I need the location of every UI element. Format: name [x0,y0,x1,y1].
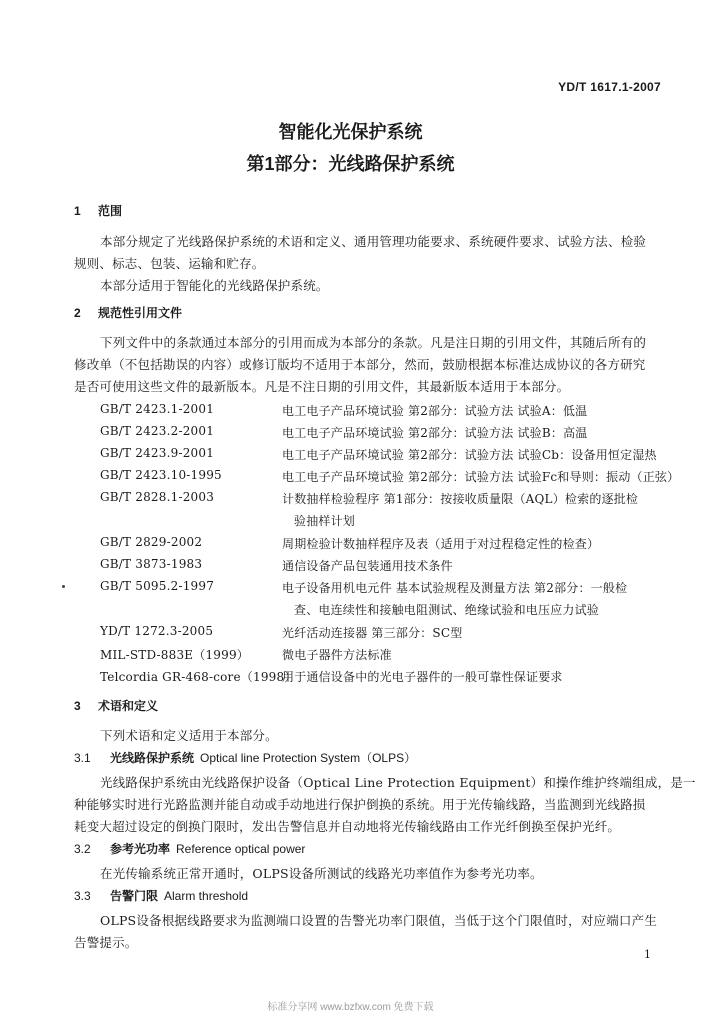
term-number: 3.3 [74,889,91,903]
section-1-heading [74,202,122,219]
reference-title: 电工电子产品环境试验 第2部分：试验方法 试验A：低温 [282,404,588,418]
term-name-zh: 告警门限 [110,889,159,903]
section-title: 范围 [98,204,123,218]
section-number: 3 [74,699,81,713]
reference-code: GB/T 5095.2-1997 [100,579,215,593]
term-definition-line: OLPS设备根据线路要求为监测端口设置的告警光功率门限值，当低于这个门限值时，对应端口产生 [100,913,658,928]
reference-title: 电工电子产品环境试验 第2部分：试验方法 试验Fc和导则：振动（正弦） [282,470,680,484]
sec3-intro: 下列术语和定义适用于本部分。 [100,728,278,743]
term-definition-line: 在光传输系统正常开通时，OLPS设备所测试的线路光功率值作为参考光功率。 [100,866,543,881]
term-definition-line: 种能够实时进行光路监测并能自动或手动地进行保护倒换的系统。用于光传输线路，当监测到光线路损 [74,797,646,812]
reference-title: 光纤活动连接器 第三部分：SC型 [282,626,463,640]
sec1-paragraph-line: 规则、标志、包装、运输和贮存。 [74,256,265,271]
term-3-1-heading [74,749,416,766]
doc-title: 智能化光保护系统 [278,122,423,142]
term-name-en: Optical line Protection System（OLPS） [200,751,417,765]
term-name-zh: 光线路保护系统 [110,751,195,765]
reference-code: Telcordia GR-468-core（1998） [100,670,297,684]
sec2-paragraph-line: 是否可使用这些文件的最新版本。凡是不注日期的引用文件，其最新版本适用于本部分。 [74,379,570,394]
reference-title: 周期检验计数抽样程序及表（适用于对过程稳定性的检查） [282,537,600,551]
doc-subtitle: 第1部分：光线路保护系统 [246,154,455,174]
section-number: 2 [74,306,81,320]
watermark: 标准分享网 www.bzfxw.com 免费下载 [267,1002,434,1013]
term-name-zh: 参考光功率 [110,842,171,856]
term-number: 3.2 [74,842,91,856]
term-number: 3.1 [74,751,91,765]
section-3-heading [74,697,158,714]
sec1-paragraph: 本部分适用于智能化的光线路保护系统。 [100,278,329,293]
sec2-paragraph-line: 下列文件中的条款通过本部分的引用而成为本部分的条款。凡是注日期的引用文件，其随后所有的 [100,335,647,350]
section-title: 术语和定义 [98,699,159,713]
term-definition-line: 耗变大超过设定的倒换门限时，发出告警信息并自动地将光传输线路由工作光纤倒换至保护光纤。 [74,819,621,834]
reference-title: 电子设备用机电元件 基本试验规程及测量方法 第2部分：一般检 [282,581,628,595]
reference-code: YD/T 1272.3-2005 [100,624,214,638]
section-2-heading [74,304,182,321]
term-definition-line: 告警提示。 [74,935,138,950]
sec2-paragraph-line: 修改单（不包括勘误的内容）或修订版均不适用于本部分，然而，鼓励根据本标准达成协议的各方研究 [74,357,646,372]
reference-title: 微电子器件方法标准 [282,648,392,662]
reference-code: MIL-STD-883E（1999） [100,648,249,662]
term-3-2-heading [74,840,305,857]
term-name-en: Reference optical power [176,842,306,856]
term-name-en: Alarm threshold [164,889,249,903]
standard-code: YD/T 1617.1-2007 [558,80,661,94]
reference-title: 电工电子产品环境试验 第2部分：试验方法 试验Cb：设备用恒定湿热 [282,448,657,462]
reference-code: GB/T 2829-2002 [100,535,203,549]
reference-title: 通信设备产品包装通用技术条件 [282,559,453,573]
reference-code: GB/T 2423.9-2001 [100,446,215,460]
sec1-paragraph-line: 本部分规定了光线路保护系统的术语和定义、通用管理功能要求、系统硬件要求、试验方法、检验 [100,234,647,249]
scan-speck [62,585,65,588]
reference-code: GB/T 2423.10-1995 [100,468,222,482]
reference-title: 电工电子产品环境试验 第2部分：试验方法 试验B：高温 [282,426,588,440]
reference-code: GB/T 3873-1983 [100,557,203,571]
term-3-3-heading [74,887,248,904]
reference-title-continuation: 验抽样计划 [294,514,356,528]
reference-code: GB/T 2423.2-2001 [100,424,215,438]
section-number: 1 [74,204,81,218]
term-definition-line: 光线路保护系统由光线路保护设备（Optical Line Protection Equipment）和操作维护终端组成，是一 [100,775,696,790]
reference-code: GB/T 2423.1-2001 [100,402,215,416]
reference-title-continuation: 查、电连续性和接触电阻测试、绝缘试验和电压应力试验 [294,603,600,617]
reference-title: 用于通信设备中的光电子器件的一般可靠性保证要求 [282,670,563,684]
section-title: 规范性引用文件 [98,306,183,320]
reference-title: 计数抽样检验程序 第1部分：按接收质量限（AQL）检索的逐批检 [282,492,639,506]
page-number: 1 [644,948,651,961]
reference-code: GB/T 2828.1-2003 [100,490,215,504]
